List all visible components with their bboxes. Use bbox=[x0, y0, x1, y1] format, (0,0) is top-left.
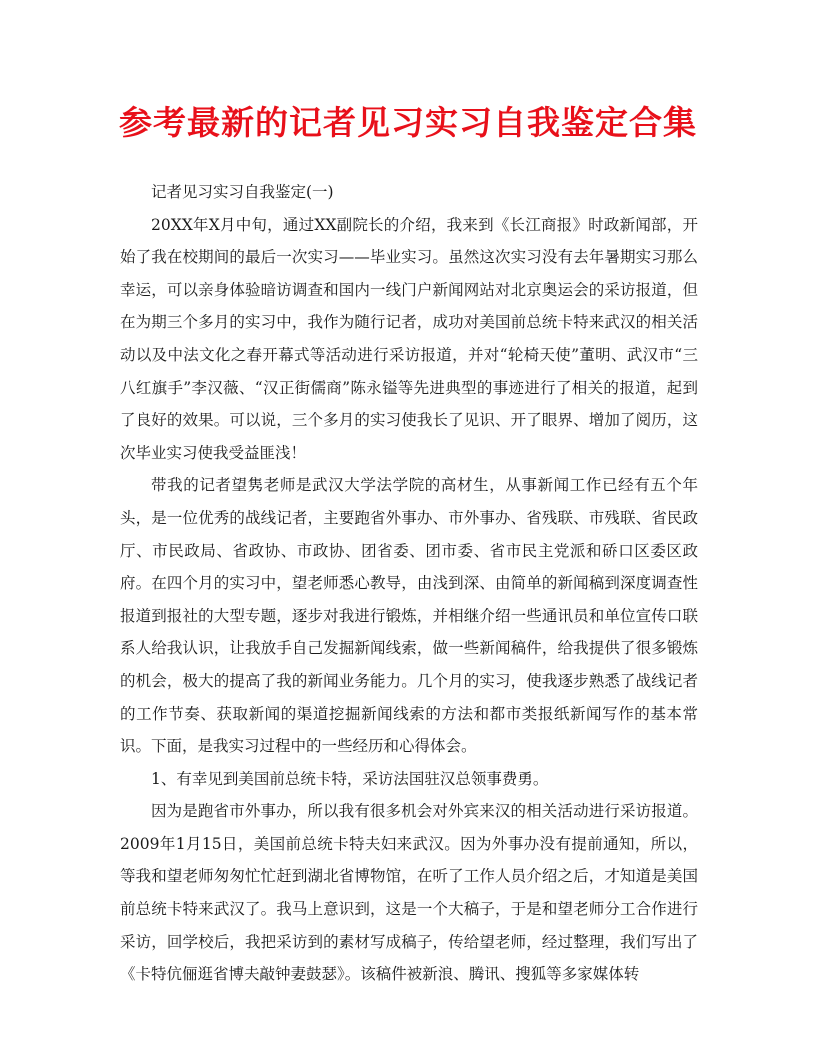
list-item-heading: 1、有幸见到美国前总统卡特，采访法国驻汉总领事费勇。 bbox=[151, 769, 549, 788]
document-body bbox=[120, 176, 698, 991]
body-paragraph: 因为是跑省市外事办，所以我有很多机会对外宾来汉的相关活动进行采访报道。2009年1月15日，美国前总统卡特夫妇来武汉。因为外事办没有提前通知，所以，等我和望老师匆匆忙忙赶到湖北省博物馆，在听了工作人员介绍之后，才知道是美国前总统卡特来武汉了。我马上意识到，这是一个大稿子，于是和望老师分工合作进行采访，回学校后，我把采访到的素材写成稿子，传给望老师，经过整理，我们写出了《卡特伉俪逛省博夫敲钟妻鼓瑟》。该稿件被新浪、腾讯、搜狐等多家媒体转 bbox=[120, 802, 698, 984]
body-paragraph: 20XX年X月中旬，通过XX副院长的介绍，我来到《长江商报》时政新闻部，开始了我在校期间的最后一次实习——毕业实习。虽然这次实习没有去年暑期实习那么幸运，可以亲身体验暗访调查和国内一线门户新闻网站对北京奥运会的采访报道，但在为期三个多月的实习中，我作为随行记者，成功对美国前总统卡特来武汉的相关活动以及中法文化之春开幕式等活动进行采访报道，并对“轮椅天使”董明、武汉市“三八红旗手”李汉薇、“汉正街儒商”陈永镒等先进典型的事迹进行了相关的报道，起到了良好的效果。可以说，三个多月的实习使我长了见识、开了眼界、增加了阅历，这次毕业实习使我受益匪浅！ bbox=[120, 215, 698, 462]
document-title: 参考最新的记者见习实习自我鉴定合集 bbox=[119, 103, 697, 142]
section-heading: 记者见习实习自我鉴定(一) bbox=[151, 183, 334, 201]
body-paragraph: 带我的记者望隽老师是武汉大学法学院的高材生，从事新闻工作已经有五个年头，是一位优秀的战线记者，主要跑省外事办、市外事办、省残联、市残联、省民政厅、市民政局、省政协、市政协、团省委、团市委、省市民主党派和硚口区委区政府。在四个月的实习中，望老师悉心教导，由浅到深、由简单的新闻稿到深度调查性报道到报社的大型专题，逐步对我进行锻炼，并相继介绍一些通讯员和单位宣传口联系人给我认识，让我放手自己发掘新闻线索，做一些新闻稿件，给我提供了很多锻炼的机会，极大的提高了我的新闻业务能力。几个月的实习，使我逐步熟悉了战线记者的工作节奏、获取新闻的渠道挖掘新闻线索的方法和都市类报纸新闻写作的基本常识。下面，是我实习过程中的一些经历和心得体会。 bbox=[120, 476, 698, 756]
